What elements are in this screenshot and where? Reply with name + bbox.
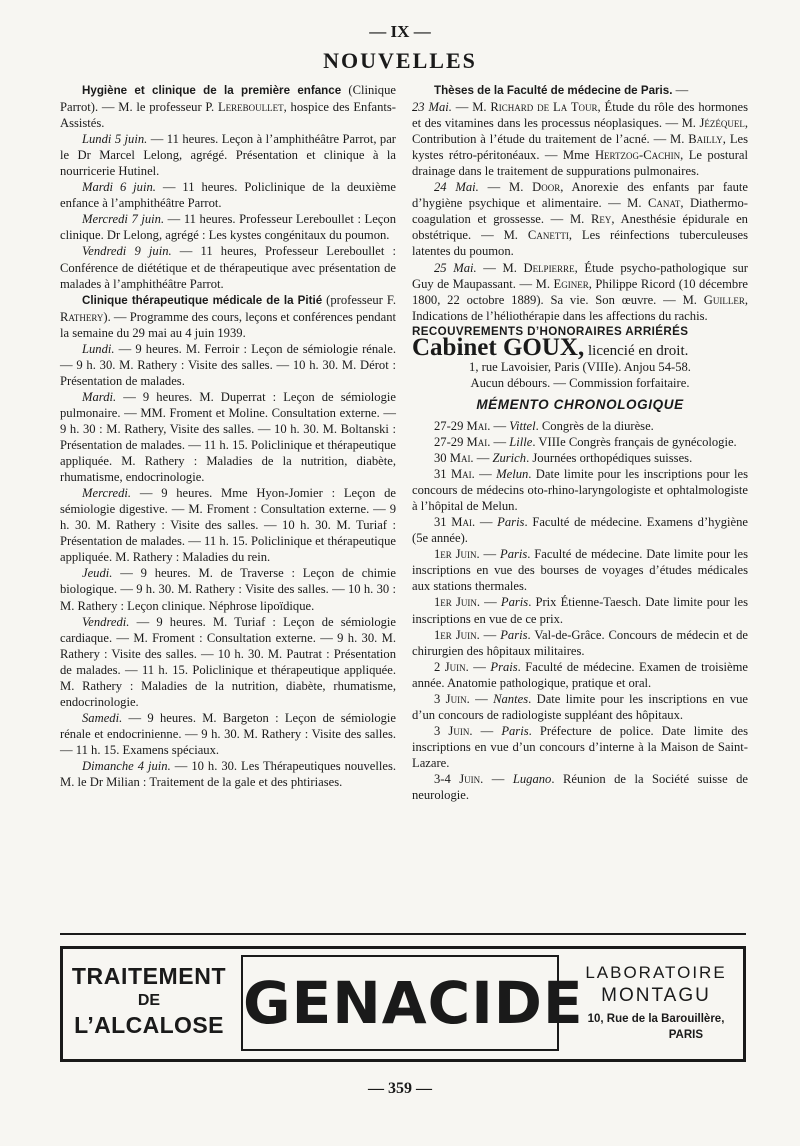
memento-item: 3-4 Juin. — Lugano. Réunion de la Société suisse de neurologie. <box>412 771 749 803</box>
ad-tagline: TRAITEMENT DE L’ALCALOSE <box>71 963 227 1038</box>
advertisement <box>60 946 746 1062</box>
schedule-item: Lundi. — 9 heures. M. Ferroir : Leçon de sémiologie rénale. — 9 h. 30. M. Rathery : Visite des salles. — 10 h. 30. M. Dérot : Présentation de malades. <box>60 341 396 388</box>
schedule-item: Dimanche 4 juin. — 10 h. 30. Les Thérapeutiques nouvelles. M. le Dr Milian : Traitement de la gale et des phtiriases. <box>60 758 396 790</box>
memento-item: 30 Mai. — Zurich. Journées orthopédiques suisses. <box>434 451 693 466</box>
schedule-item: Mardi. — 9 heures. M. Duperrat : Leçon de sémiologie pulmonaire. — MM. Froment et Moline. Consultation externe. — 9 h. 30 : M. Rathery, Visite des salles. — 10 h. 30. M. Boltanski : Présentation de malades. — 11 h. 15. Policlinique et thérapeutique appliquée. M. Rathery : Maladies de la nutrition, diabète, rhumatisme, endocrinologie. <box>60 389 396 485</box>
page-title: NOUVELLES <box>323 48 477 73</box>
memento-item: 1er Juin. — Paris. Prix Étienne-Taesch. Date limite pour les inscriptions en vue de ce prix. <box>412 595 749 626</box>
section-hygiene: Hygiène et clinique de la première enfance (Clinique Parrot). — M. le professeur P. Lereboullet, hospice des Enfants-Assistés. <box>60 83 397 131</box>
theses-section: Thèses de la Faculté de médecine de Paris. — <box>434 83 689 97</box>
memento-item: 31 Mai. — Paris. Faculté de médecine. Examens d’hygiène (5e année). <box>412 515 749 546</box>
memento-item: 27-29 Mai. — Lille. VIIIe Congrès français de gynécologie. <box>434 434 737 449</box>
cabinet-terms: Aucun débours. — Commission forfaitaire. <box>470 375 690 390</box>
theses-item: 23 Mai. — M. Richard de La Tour, Étude du rôle des hormones et des vitamines dans les processus néoplasiques. — M. Jézéquel, Contribution à l’étude du traitement de l’acné. — M. Bailly, Les kystes rétro-péritonéaux. — Mme Hertzog-Cachin, Le postural drainage dans le traitement de suppurations pulmonaires. <box>412 100 748 179</box>
memento-item: 2 Juin. — Prais. Faculté de médecine. Examen de troisième année. Anatomie pathologique, pratique et oral. <box>412 659 749 690</box>
memento-item: 31 Mai. — Melun. Date limite pour les inscriptions pour les concours de médecins oto-rhino-laryngologiste et ophtalmologiste à l’hôpital de Melun. <box>412 467 748 514</box>
folio-roman: — IX — <box>369 22 431 41</box>
cabinet-goux: Cabinet GOUX, licencié en droit. <box>412 333 689 361</box>
memento-item: 1er Juin. — Paris. Faculté de médecine. Date limite pour les inscriptions en vue des bourses de voyages d’études médicales aux stations thermales. <box>412 547 748 594</box>
recouvrements-title: RECOUVREMENTS D’HONORAIRES ARRIÉRÉS <box>412 324 689 338</box>
memento-item: 27-29 Mai. — Vittel. Congrès de la diurèse. <box>434 418 654 433</box>
schedule-item: Mercredi 7 juin. — 11 heures. Professeur Lereboullet : Leçon clinique. Dr Lelong, agrégé : Les kystes congénitaux du poumon. <box>60 212 396 243</box>
cabinet-address: 1, rue Lavoisier, Paris (VIIIe). Anjou 54-58. <box>469 359 691 374</box>
section-title: Clinique thérapeutique médicale de la Pitié <box>82 293 323 307</box>
section-title: Thèses de la Faculté de médecine de Paris. <box>434 84 673 97</box>
memento-title: MÉMENTO CHRONOLOGIQUE <box>476 396 684 412</box>
memento-item: 3 Juin. — Nantes. Date limite pour les inscriptions en vue d’un concours de radiologiste suppléant des hôpitaux. <box>412 691 749 722</box>
schedule-item: Mardi 6 juin. — 11 heures. Policlinique de la deuxième enfance à l’amphithéâtre Parrot. <box>60 180 396 211</box>
ad-brand-logo: GENACIDE <box>241 955 559 1051</box>
memento-item: 1er Juin. — Paris. Val-de-Grâce. Concours de médecin et de chirurgien des hôpitaux militaires. <box>412 627 748 658</box>
left-column <box>60 82 396 790</box>
schedule-item: Jeudi. — 9 heures. M. de Traverse : Leçon de chimie biologique. — 9 h. 30. M. Rathery : Visite des salles. — 10 h. 30 : M. Rathery : Leçon clinique. Néphrose lipoïdique. <box>60 566 396 613</box>
schedule-item: Vendredi 9 juin. — 11 heures, Professeur Lereboullet : Conférence de diététique et de thérapeutique avec présentation de malades à l’amphithéâtre Parrot. <box>60 244 396 291</box>
schedule-item: Samedi. — 9 heures. M. Bargeton : Leçon de sémiologie rénale et endocrinienne. — 9 h. 30. M. Rathery : Visite des salles. — 11 h. 15. Examens spéciaux. <box>60 710 396 757</box>
theses-item: 24 Mai. — M. Door, Anorexie des enfants par faute d’hygiène psychique et alimentaire. — M. Canat, Diathermo-coagulation et grossesse. — M. Rey, Anesthésie épidurale en obstétrique. — M. Canetti, Les réinfections tuberculeuses latentes du poumon. <box>412 180 748 259</box>
section-pitie: Clinique thérapeutique médicale de la Pitié (professeur F. Rathery). — Programme des cours, leçons et conférences pendant la semaine du 29 mai au 4 juin 1939. <box>60 292 396 340</box>
schedule-item: Lundi 5 juin. — 11 heures. Leçon à l’amphithéâtre Parrot, par le Dr Marcel Lelong, agrégé. Présentation et clinique à la nourricerie Hutinel. <box>60 132 396 179</box>
section-title: Hygiène et clinique de la première enfance <box>82 84 342 97</box>
memento-item: 3 Juin. — Paris. Préfecture de police. Date limite des inscriptions en vue d’un concours d’interne à la Maison de Saint-Lazare. <box>412 723 748 770</box>
schedule-item: Mercredi. — 9 heures. Mme Hyon-Jomier : Leçon de sémiologie digestive. — M. Froment : Consultation externe. — 9 h. 30. M. Rathery : Visite des salles. — 10 h. 30. M. Turiaf : Présentation de malades. — 11 h. 15. Policlinique et thérapeutique appliquée. M. Rathery : Maladies du rein. <box>60 486 396 565</box>
divider <box>60 933 746 935</box>
ad-laboratory: LABORATOIRE MONTAGU 10, Rue de la Barouillère, PARIS <box>585 963 727 1041</box>
theses-item: 25 Mai. — M. Delpierre, Étude psycho-pathologique sur Guy de Maupassant. — M. Eginer, Philippe Ricord (10 décembre 1800, 22 octobre 1889). Sa vie. Son œuvre. — M. Guiller, Indications de l’héliothérapie dans les affections du rachis. <box>412 260 748 323</box>
right-column <box>412 82 748 803</box>
schedule-item: Vendredi. — 9 heures. M. Turiaf : Leçon de sémiologie cardiaque. — M. Froment : Consultation externe. — 9 h. 30. M. Rathery : Visite des salles. — 10 h. 30. M. Pautrat : Présentation de malades. — 11 h. 15. Policlinique et thérapeutique appliquée. M. Rathery : Maladies de la nutrition, diabète, rhumatisme, endocrinologie. <box>60 614 396 709</box>
page-number: — 359 — <box>368 1080 432 1097</box>
